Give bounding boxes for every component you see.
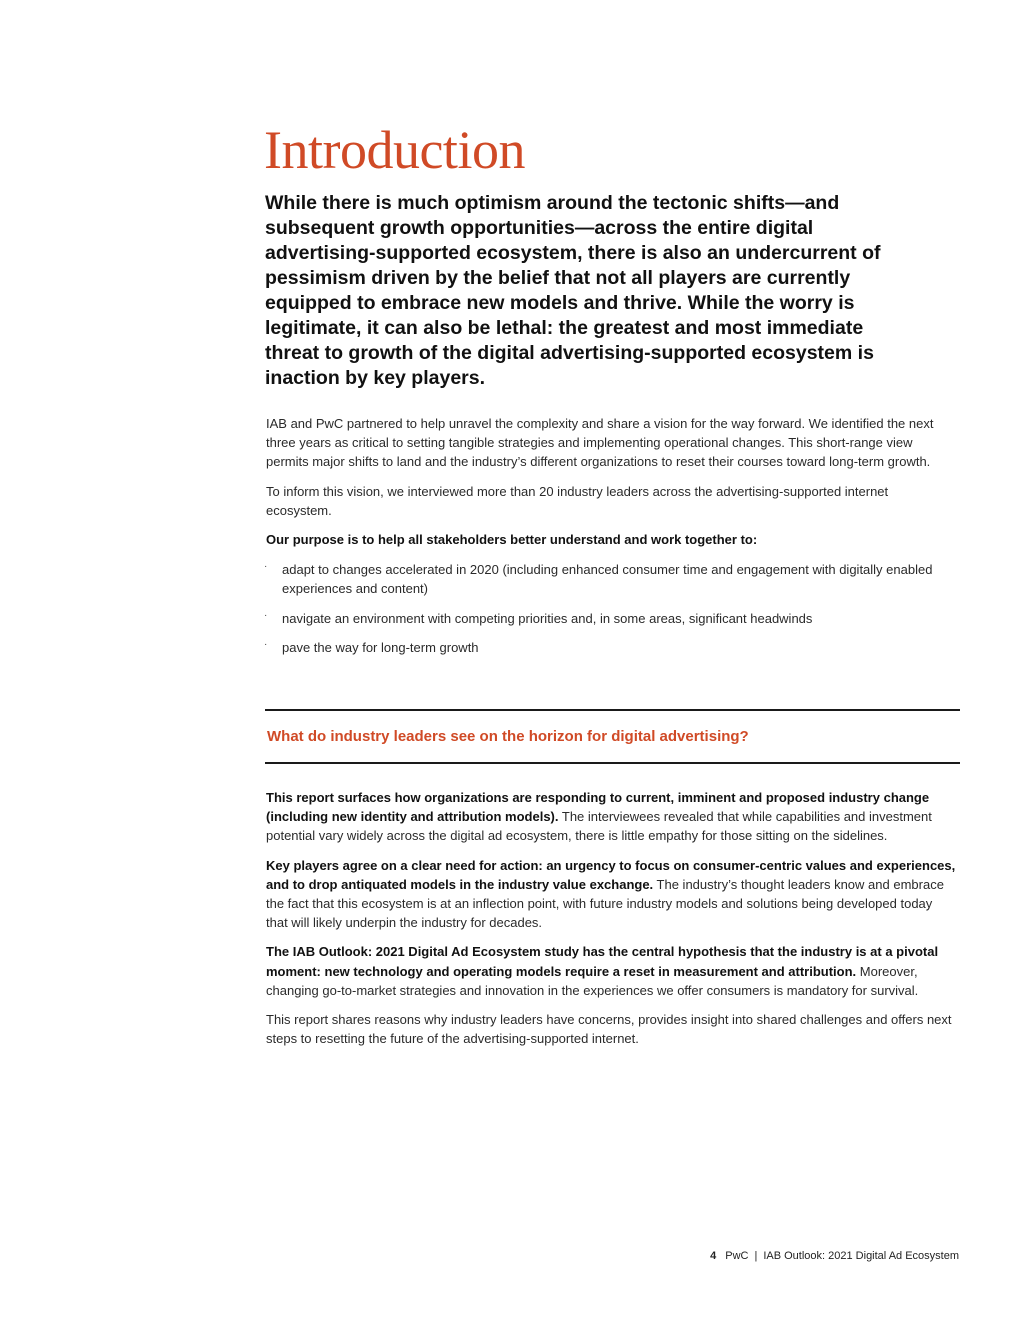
report-title: IAB Outlook: 2021 Digital Ad Ecosystem <box>763 1250 959 1262</box>
list-item <box>266 560 956 598</box>
list-item-text: navigate an environment with competing priorities and, in some areas, significant headwinds <box>282 610 813 626</box>
finding-lead: Key players agree on a clear need for action: an urgency to focus on consumer-centric values and experiences, and to drop antiquated models in the industry value exchange. <box>266 857 956 892</box>
callout-bottom-divider <box>265 762 960 764</box>
list-item <box>266 609 956 628</box>
callout-heading: What do industry leaders see on the horizon for digital advertising? <box>267 728 749 745</box>
footer-separator: | <box>754 1250 758 1262</box>
list-item <box>266 638 956 657</box>
findings-section <box>266 788 956 1058</box>
finding-lead: The IAB Outlook: 2021 Digital Ad Ecosystem study has the central hypothesis that the industry is at a pivotal moment: new technology and operating models require a reset in measurement and attribution. <box>266 944 939 979</box>
intro-paragraph-2: To inform this vision, we interviewed more than 20 industry leaders across the advertising-supported internet ecosystem. <box>266 483 889 518</box>
purpose-list <box>266 560 956 657</box>
finding-paragraph-2 <box>266 856 956 933</box>
bullet-icon: · <box>264 609 268 621</box>
finding-lead: This report surfaces how organizations are responding to current, imminent and proposed industry change (including new identity and attribution models). <box>266 790 930 825</box>
finding-paragraph-3 <box>266 942 956 1000</box>
page-number: 4 <box>710 1250 717 1262</box>
bullet-icon: · <box>264 638 268 650</box>
finding-text: Moreover, changing go-to-market strategies and innovation in the experiences we offer consumers is mandatory for survival. <box>266 963 919 998</box>
purpose-statement: Our purpose is to help all stakeholders better understand and work together to: <box>266 532 758 548</box>
bullet-icon: · <box>264 561 268 573</box>
finding-text: The industry’s thought leaders know and embrace the fact that this ecosystem is at an inflection point, with future industry models and solutions being developed today that will likely underpin the industry for decades. <box>266 876 944 931</box>
list-item-text: pave the way for long-term growth <box>282 639 479 655</box>
intro-paragraph-1: IAB and PwC partnered to help unravel the complexity and share a vision for the way forward. We identified the next three years as critical to setting tangible strategies and implementing operational changes. This short-range view permits major shifts to land and the industry’s different organizations to reset their courses toward long-term growth. <box>266 416 934 470</box>
finding-text: The interviewees revealed that while capabilities and investment potential vary widely across the digital ad ecosystem, there is little empathy for those sitting on the sidelines. <box>266 809 932 844</box>
page-title: Introduction <box>264 120 525 180</box>
list-item-text: adapt to changes accelerated in 2020 (including enhanced consumer time and engagement with digitally enabled experiences and content) <box>282 562 933 597</box>
callout-top-divider <box>265 709 960 711</box>
finding-paragraph-1 <box>266 788 956 846</box>
lede-paragraph: While there is much optimism around the tectonic shifts—and subsequent growth opportunities—across the entire digital advertising-supported ecosystem, there is also an undercurrent of pessimism driven by the belief that not all players are currently equipped to embrace new models and thrive. While the worry is legitimate, it can also be lethal: the greatest and most immediate threat to growth of the digital advertising-supported ecosystem is inaction by key players. <box>265 192 881 389</box>
closing-paragraph: This report shares reasons why industry leaders have concerns, provides insight into shared challenges and offers next steps to resetting the future of the advertising-supported internet. <box>266 1012 952 1047</box>
publisher-name: PwC <box>725 1250 749 1262</box>
page-footer <box>710 1249 959 1263</box>
intro-section <box>266 414 956 667</box>
